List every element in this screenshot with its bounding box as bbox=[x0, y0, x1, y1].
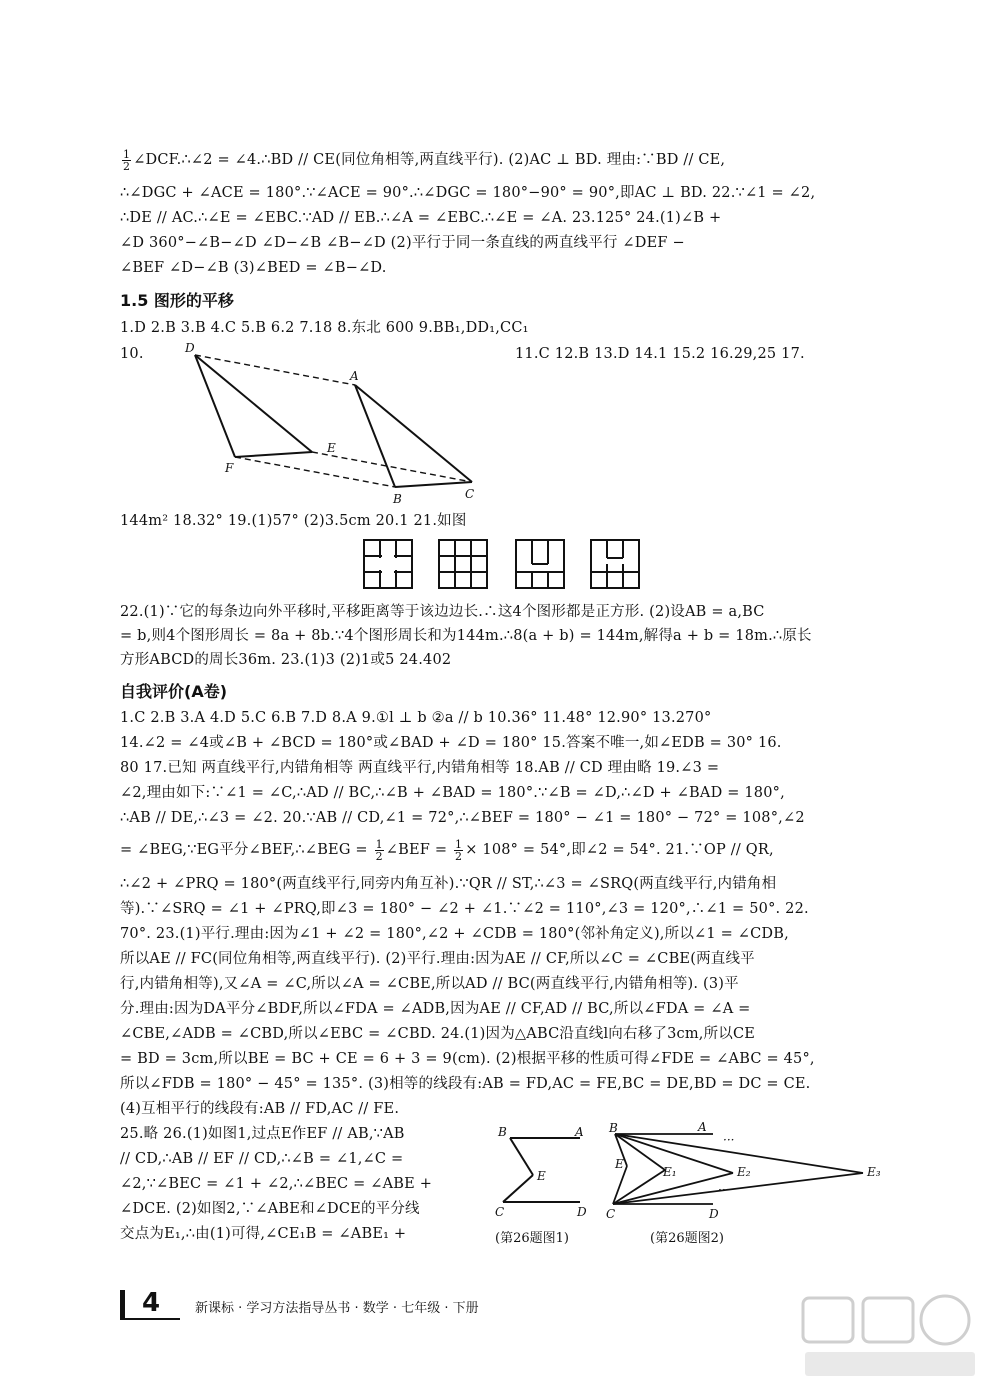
vertex-label-B: B bbox=[498, 1125, 507, 1139]
vertex-label-E: E bbox=[537, 1169, 546, 1183]
vertex-label-E: E bbox=[615, 1157, 624, 1171]
text-line: 所以∠FDB = 180° − 45° = 135°. (3)相等的线段有:AB = FD,AC = FE,BC = DE,BD = DC = CE. bbox=[120, 1076, 811, 1092]
watermark-logo bbox=[795, 1290, 985, 1380]
vertex-label-F: F bbox=[225, 461, 234, 475]
text-line: 1.D 2.B 3.B 4.C 5.B 6.2 7.18 8.东北 600 9.BB₁,DD₁,CC₁ bbox=[120, 320, 529, 336]
vertex-label-E2: E₂ bbox=[737, 1165, 751, 1179]
vertex-label-B: B bbox=[609, 1121, 618, 1135]
text-line: 1.C 2.B 3.A 4.D 5.C 6.B 7.D 8.A 9.①l ⊥ b ②a // b 10.36° 11.48° 12.90° 13.270° bbox=[120, 710, 712, 726]
text-line: 等).∵∠SRQ = ∠1 + ∠PRQ,即∠3 = 180° − ∠2 + ∠1.∵∠2 = 110°,∠3 = 120°,∴∠1 = 50°. 22. bbox=[120, 901, 809, 917]
translation-figure bbox=[180, 340, 490, 510]
vertex-label-B: B bbox=[393, 492, 402, 506]
text-line: 80 17.已知 两直线平行,内错角相等 两直线平行,内错角相等 18.AB // CD 理由略 19.∠3 = bbox=[120, 760, 720, 776]
text-line: 70°. 23.(1)平行.理由:因为∠1 + ∠2 = 180°,∠2 + ∠CDB = 180°(邻补角定义),所以∠1 = ∠CDB, bbox=[120, 926, 789, 942]
fraction-half: $\frac{1}{2}$ bbox=[455, 837, 463, 863]
vertex-label-C: C bbox=[465, 487, 475, 501]
text-line: // CD,∴AB // EF // CD,∴∠B = ∠1,∠C = bbox=[120, 1151, 404, 1167]
text-line: 25.略 26.(1)如图1,过点E作EF // AB,∵AB bbox=[120, 1126, 405, 1142]
text-line: 行,内错角相等),又∠A = ∠C,所以∠A = ∠CBE,所以AD // BC(两直线平行,内错角相等). (3)平 bbox=[120, 976, 739, 992]
ellipsis: ··· bbox=[723, 1133, 735, 1147]
text-line: 11.C 12.B 13.D 14.1 15.2 16.29,25 17. bbox=[515, 346, 805, 362]
text-line: (4)互相平行的线段有:AB // FD,AC // FE. bbox=[120, 1101, 400, 1117]
fraction-half: $\frac{1}{2}$ bbox=[123, 147, 131, 173]
figure-26-1 bbox=[495, 1120, 605, 1220]
text-line: ∠CBE,∠ADB = ∠CBD,所以∠EBC = ∠CBD. 24.(1)因为△ABC沿直线l向右移了3cm,所以CE bbox=[120, 1026, 756, 1042]
vertex-label-D: D bbox=[185, 341, 195, 355]
text-line: 方形ABCD的周长36m. 23.(1)3 (2)1或5 24.402 bbox=[120, 652, 452, 668]
footer-bar bbox=[120, 1290, 125, 1318]
text-line: ∠BEF ∠D−∠B (3)∠BED = ∠B−∠D. bbox=[120, 260, 387, 276]
vertex-label-E3: E₃ bbox=[867, 1165, 881, 1179]
text-line: ∠DCE. (2)如图2,∵∠ABE和∠DCE的平分线 bbox=[120, 1201, 420, 1217]
vertex-label-E: E bbox=[327, 441, 336, 455]
section-heading: 1.5 图形的平移 bbox=[120, 291, 234, 310]
text-line: ∠D 360°−∠B−∠D ∠D−∠B ∠B−∠D (2)平行于同一条直线的两直线平行 ∠DEF − bbox=[120, 235, 685, 251]
section-heading: 自我评价(A卷) bbox=[120, 682, 228, 701]
text-line: 所以AE // FC(同位角相等,两直线平行). (2)平行.理由:因为AE // CF,所以∠C = ∠CBE(两直线平 bbox=[120, 951, 755, 967]
vertex-label-E1: E₁ bbox=[663, 1165, 677, 1179]
text-line: $\frac{1}{2}$ ∠DCF.∴∠2 = ∠4.∴BD // CE(同位角相等,两直线平行). (2)AC ⊥ BD. 理由:∵BD // CE, bbox=[123, 147, 726, 173]
text-line: ∠2,∵∠BEC = ∠1 + ∠2,∴∠BEC = ∠ABE + bbox=[120, 1176, 433, 1192]
text-line: 14.∠2 = ∠4或∠B + ∠BCD = 180°或∠BAD + ∠D = 180° 15.答案不唯一,如∠EDB = 30° 16. bbox=[120, 735, 782, 751]
vertex-label-A: A bbox=[575, 1125, 584, 1139]
text-line: 交点为E₁,∴由(1)可得,∠CE₁B = ∠ABE₁ + bbox=[120, 1226, 407, 1242]
text-line: ∠2,理由如下:∵∠1 = ∠C,∴AD // BC,∴∠B + ∠BAD = 180°.∵∠B = ∠D,∴∠D + ∠BAD = 180°, bbox=[120, 785, 785, 801]
ellipsis: ··· bbox=[718, 1183, 730, 1197]
figure-26-2 bbox=[603, 1118, 885, 1223]
text-line: 22.(1)∵它的每条边向外平移时,平移距离等于该边边长.∴这4个图形都是正方形. (2)设AB = a,BC bbox=[120, 604, 765, 620]
figure-caption: (第26题图1) bbox=[495, 1231, 569, 1246]
vertex-label-A: A bbox=[698, 1120, 707, 1134]
vertex-label-D: D bbox=[577, 1205, 587, 1219]
vertex-label-C: C bbox=[495, 1205, 505, 1219]
text-line: = BD = 3cm,所以BE = BC + CE = 6 + 3 = 9(cm). (2)根据平移的性质可得∠FDE = ∠ABC = 45°, bbox=[120, 1051, 815, 1067]
fraction-half: $\frac{1}{2}$ bbox=[375, 837, 383, 863]
text-line: ∴∠2 + ∠PRQ = 180°(两直线平行,同旁内角互补).∵QR // ST,∴∠3 = ∠SRQ(两直线平行,内错角相 bbox=[120, 876, 777, 892]
series-title: 新课标 · 学习方法指导丛书 · 数学 · 七年级 · 下册 bbox=[195, 1301, 479, 1316]
text-line: 10. bbox=[120, 346, 144, 362]
text-line: = b,则4个图形周长 = 8a + 8b.∵4个图形周长和为144m.∴8(a + b) = 144m,解得a + b = 18m.∴原长 bbox=[120, 628, 812, 644]
text-line: 144m² 18.32° 19.(1)57° (2)3.5cm 20.1 21.如图 bbox=[120, 513, 467, 529]
text-line: = ∠BEG,∵EG平分∠BEF,∴∠BEG = $\frac{1}{2}$ ∠BEF = $\frac{1}{2}$ × 108° = 54°,即∠2 = 54°. 21.∵OP // QR, bbox=[120, 837, 774, 863]
vertex-label-A: A bbox=[350, 369, 359, 383]
text-line: ∴DE // AC.∴∠E = ∠EBC.∵AD // EB.∴∠A = ∠EBC.∴∠E = ∠A. 23.125° 24.(1)∠B + bbox=[120, 210, 722, 226]
text-line: ∴AB // DE,∴∠3 = ∠2. 20.∵AB // CD,∠1 = 72°,∴∠BEF = 180° − ∠1 = 180° − 72° = 108°,∠2 bbox=[120, 810, 805, 826]
page-number: 4 bbox=[142, 1288, 161, 1318]
square-shapes-figure bbox=[362, 538, 642, 590]
footer-rule bbox=[120, 1318, 180, 1320]
text-line: 分.理由:因为DA平分∠BDF,所以∠FDA = ∠ADB,因为AE // CF,AD // BC,所以∠FDA = ∠A = bbox=[120, 1001, 751, 1017]
text-line: ∴∠DGC + ∠ACE = 180°.∵∠ACE = 90°.∴∠DGC = 180°−90° = 90°,即AC ⊥ BD. 22.∵∠1 = ∠2, bbox=[120, 185, 816, 201]
vertex-label-C: C bbox=[606, 1207, 616, 1221]
figure-caption: (第26题图2) bbox=[650, 1231, 724, 1246]
vertex-label-D: D bbox=[709, 1207, 719, 1221]
